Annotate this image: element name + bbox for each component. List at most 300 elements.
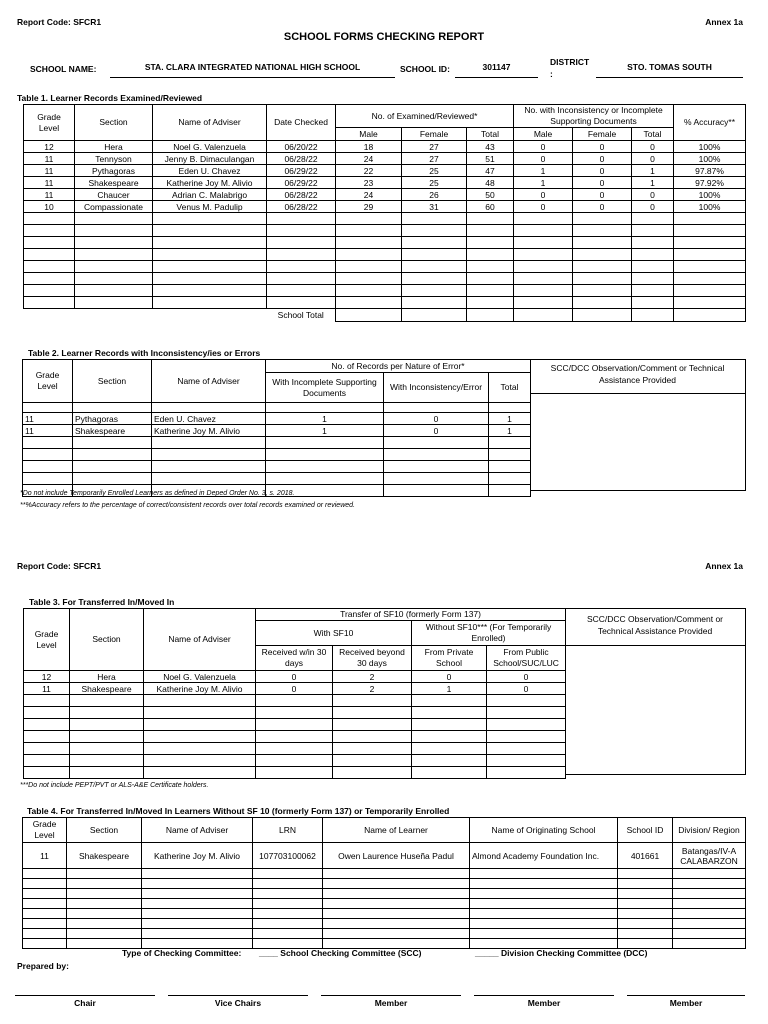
table-cell[interactable] [618,909,673,919]
table-cell[interactable] [467,237,514,249]
empty-row [24,249,746,261]
table-cell[interactable] [67,879,142,889]
table-cell[interactable] [674,225,746,237]
table-cell[interactable] [24,273,75,285]
table-cell: 24 [336,189,402,201]
district-value: STO. TOMAS SOUTH [596,62,743,78]
table-cell[interactable] [573,261,632,273]
table-cell[interactable] [75,237,153,249]
table-cell[interactable] [267,273,336,285]
table-cell[interactable] [412,719,487,731]
t1-header-examined: No. of Examined/Reviewed* [336,105,514,128]
table-cell[interactable] [618,929,673,939]
table-cell[interactable] [153,213,267,225]
table-cell: 27 [402,153,467,165]
t2-observation-box [530,359,746,491]
table-cell: 31 [402,201,467,213]
empty-row [23,919,746,929]
table-cell[interactable] [402,285,467,297]
table-cell[interactable] [487,707,566,719]
table-cell: 100% [674,189,746,201]
table-cell[interactable] [153,297,267,309]
table-cell[interactable] [336,273,402,285]
table-cell[interactable] [253,909,323,919]
table-cell[interactable] [673,909,746,919]
table-cell[interactable] [253,919,323,929]
table-cell[interactable] [487,731,566,743]
table-cell[interactable] [618,869,673,879]
table-cell: 100% [674,141,746,153]
table-cell[interactable] [514,249,573,261]
table-cell[interactable] [142,869,253,879]
table-cell[interactable] [514,213,573,225]
table-cell[interactable] [142,939,253,949]
table4 [22,817,746,949]
table-cell: Adrian C. Malabrigo [153,189,267,201]
table-cell[interactable] [266,461,384,473]
school-id-label: SCHOOL ID: [400,64,450,74]
table-cell[interactable] [75,261,153,273]
table-cell[interactable] [674,273,746,285]
table-cell[interactable] [152,473,266,485]
table-cell[interactable] [514,297,573,309]
table-cell[interactable] [67,919,142,929]
table-cell[interactable] [144,743,256,755]
table-cell[interactable] [402,273,467,285]
table-cell[interactable] [70,719,144,731]
table-cell[interactable] [467,273,514,285]
table-cell[interactable] [489,437,531,449]
table-cell[interactable] [23,899,67,909]
table-cell[interactable] [467,249,514,261]
table-cell[interactable] [70,767,144,779]
table-cell: 0 [632,201,674,213]
table-cell: 1 [489,425,531,437]
table-cell[interactable] [253,889,323,899]
table-cell[interactable] [487,719,566,731]
table-cell[interactable] [23,449,73,461]
t2-header-incomplete: With Incomplete Supporting Documents [266,373,384,403]
table-cell[interactable] [75,273,153,285]
table-cell[interactable] [487,767,566,779]
table-cell[interactable] [144,719,256,731]
table-cell[interactable] [153,237,267,249]
table-cell[interactable] [73,449,152,461]
table-cell[interactable] [674,261,746,273]
table-cell: Shakespeare [75,177,153,189]
table-cell[interactable] [673,939,746,949]
table-cell[interactable] [323,869,470,879]
empty-row [24,755,566,767]
table-cell[interactable] [23,889,67,899]
footnote-3: ***Do not include PEPT/PVT or ALS-A&E Certificate holders. [20,782,209,789]
t3-header-public: From Public School/SUC/LUC [487,646,566,671]
table-cell: 06/28/22 [267,189,336,201]
table-cell[interactable] [470,869,618,879]
table-cell[interactable] [253,929,323,939]
table-cell[interactable] [70,707,144,719]
table-cell[interactable] [384,485,489,497]
table-cell[interactable] [24,285,75,297]
table-cell[interactable] [153,261,267,273]
table-cell: Tennyson [75,153,153,165]
table-row [24,177,746,189]
empty-row [23,449,531,461]
table-cell[interactable] [144,755,256,767]
table-cell[interactable] [267,237,336,249]
table-cell: Chaucer [75,189,153,201]
table-cell[interactable] [514,273,573,285]
table-cell[interactable] [253,879,323,889]
table-cell[interactable] [673,879,746,889]
table-cell[interactable] [470,899,618,909]
table-cell[interactable] [24,695,70,707]
table-cell[interactable] [470,919,618,929]
table-cell[interactable] [153,225,267,237]
table-cell[interactable] [23,919,67,929]
table-cell[interactable] [142,909,253,919]
table-cell[interactable] [573,249,632,261]
table-cell[interactable] [323,939,470,949]
table-cell[interactable] [24,225,75,237]
table-cell[interactable] [618,919,673,929]
table-cell[interactable] [384,449,489,461]
table-cell[interactable] [336,213,402,225]
table-cell: 06/29/22 [267,177,336,189]
empty-row [23,939,746,949]
table-cell[interactable] [384,461,489,473]
table-cell[interactable] [333,707,412,719]
table-cell[interactable] [142,889,253,899]
table-cell: 2 [333,683,412,695]
table-cell[interactable] [514,237,573,249]
table-cell: 18 [336,141,402,153]
table-cell[interactable] [73,437,152,449]
table-cell: 43 [467,141,514,153]
table4-caption: Table 4. For Transferred In/Moved In Learners Without SF 10 (formerly Form 137) or Temporarily Enrolled [27,806,450,816]
table-cell[interactable] [467,261,514,273]
table-cell[interactable] [632,213,674,225]
table-cell[interactable] [489,449,531,461]
t2-header-observation: SCC/DCC Observation/Comment or Technical Assistance Provided [530,360,745,394]
table-cell: 06/29/22 [267,165,336,177]
table-cell[interactable] [336,261,402,273]
table-cell[interactable] [24,297,75,309]
table-cell[interactable] [323,909,470,919]
table-cell[interactable] [267,213,336,225]
table-cell[interactable] [514,261,573,273]
empty-row [24,297,746,309]
table-cell[interactable] [73,461,152,473]
table-cell[interactable] [142,929,253,939]
table-cell[interactable] [487,755,566,767]
committee-dcc-option[interactable]: _____ Division Checking Committee (DCC) [475,948,648,958]
table-cell[interactable] [467,225,514,237]
table-cell[interactable] [333,731,412,743]
table-cell[interactable] [256,743,333,755]
table-cell[interactable] [267,249,336,261]
table-cell: 97.87% [674,165,746,177]
table-cell: Hera [75,141,153,153]
table-cell: 1 [632,165,674,177]
table-cell[interactable] [323,889,470,899]
table-cell[interactable] [673,889,746,899]
table-cell: Noel G. Valenzuela [153,141,267,153]
district-colon: : [550,69,553,79]
table-cell[interactable] [144,731,256,743]
table-cell[interactable] [24,755,70,767]
table-cell[interactable] [24,261,75,273]
table-cell[interactable] [267,297,336,309]
table-cell[interactable] [256,695,333,707]
t1-school-total-label: School Total [267,309,336,322]
table-cell[interactable] [142,899,253,909]
table-cell[interactable] [24,743,70,755]
table-cell[interactable] [256,755,333,767]
table-cell[interactable] [632,297,674,309]
table-cell[interactable] [333,743,412,755]
table-cell[interactable] [573,297,632,309]
table-cell[interactable] [333,755,412,767]
signature-member: Member [627,995,745,1008]
table-cell: Pythagoras [73,413,152,425]
table-cell[interactable] [573,213,632,225]
table-cell[interactable] [514,285,573,297]
table-cell[interactable] [256,719,333,731]
t3-header-with-sf10: With SF10 [256,621,412,646]
table-cell[interactable] [632,261,674,273]
table-cell: 12 [24,141,75,153]
table-cell[interactable] [402,249,467,261]
table-cell[interactable] [67,929,142,939]
table-cell[interactable] [674,237,746,249]
table-cell[interactable] [23,461,73,473]
table-cell[interactable] [632,273,674,285]
empty-row [24,285,746,297]
table-cell[interactable] [23,869,67,879]
table-row [23,843,746,869]
table-cell[interactable] [487,743,566,755]
table-cell[interactable] [24,249,75,261]
table-cell[interactable] [24,719,70,731]
table-cell: 10 [24,201,75,213]
signature-vice-chairs: Vice Chairs [168,995,308,1008]
table-cell[interactable] [70,743,144,755]
table-cell[interactable] [323,879,470,889]
table-cell[interactable] [24,731,70,743]
table-cell[interactable] [412,743,487,755]
table-cell[interactable] [632,249,674,261]
table-cell[interactable] [470,929,618,939]
table-cell[interactable] [256,767,333,779]
table-cell[interactable] [573,273,632,285]
table-cell[interactable] [266,473,384,485]
table-cell[interactable] [23,909,67,919]
table-cell[interactable] [402,261,467,273]
table-cell[interactable] [266,449,384,461]
table-cell[interactable] [67,909,142,919]
table-cell[interactable] [470,889,618,899]
committee-scc-option[interactable]: ____ School Checking Committee (SCC) [259,948,422,958]
table-cell[interactable] [256,731,333,743]
table-cell[interactable] [70,731,144,743]
table-cell[interactable] [514,225,573,237]
table-cell[interactable] [323,919,470,929]
table-cell[interactable] [67,869,142,879]
t2-header-inconsistency: With Inconsistency/Error [384,373,489,403]
table-cell[interactable] [402,225,467,237]
table-cell[interactable] [323,899,470,909]
table-cell[interactable] [674,249,746,261]
t4-header-adviser: Name of Adviser [142,818,253,843]
table-cell[interactable] [674,213,746,225]
table-cell: 0 [632,153,674,165]
table-cell[interactable] [573,237,632,249]
table-cell[interactable] [153,249,267,261]
table-cell[interactable] [266,437,384,449]
t4-header-lrn: LRN [253,818,323,843]
table-cell[interactable] [23,929,67,939]
table-cell[interactable] [384,473,489,485]
table-cell[interactable] [153,273,267,285]
table-cell[interactable] [153,285,267,297]
table-cell[interactable] [336,237,402,249]
table-cell[interactable] [253,869,323,879]
table-cell[interactable] [67,889,142,899]
table-cell[interactable] [336,225,402,237]
table-cell[interactable] [573,225,632,237]
table-cell[interactable] [573,285,632,297]
table-cell[interactable] [467,213,514,225]
table-cell[interactable] [384,437,489,449]
table-cell[interactable] [333,719,412,731]
table-cell[interactable] [673,919,746,929]
table-cell[interactable] [336,249,402,261]
table-cell[interactable] [142,879,253,889]
table-cell[interactable] [75,213,153,225]
table-cell[interactable] [489,473,531,485]
table-cell[interactable] [253,939,323,949]
table-cell[interactable] [144,695,256,707]
table-cell[interactable] [618,879,673,889]
table-cell[interactable] [333,695,412,707]
table-cell[interactable] [24,707,70,719]
table-cell[interactable] [267,285,336,297]
table-cell[interactable] [470,909,618,919]
table-cell[interactable] [144,707,256,719]
table-cell[interactable] [267,225,336,237]
table-cell[interactable] [152,437,266,449]
table-cell[interactable] [412,755,487,767]
table-cell[interactable] [24,767,70,779]
table-cell[interactable] [489,485,531,497]
table-cell[interactable] [67,899,142,909]
table-cell[interactable] [323,929,470,939]
table-row [24,153,746,165]
table-cell[interactable] [23,939,67,949]
table-cell[interactable] [142,919,253,929]
table-cell[interactable] [674,285,746,297]
table-cell[interactable] [632,225,674,237]
table-row [24,165,746,177]
table-cell[interactable] [487,695,566,707]
table-cell[interactable] [673,929,746,939]
table-cell[interactable] [618,889,673,899]
table-cell[interactable] [336,285,402,297]
table-cell[interactable] [412,707,487,719]
table-cell[interactable] [152,461,266,473]
table-cell[interactable] [23,473,73,485]
table-cell[interactable] [75,249,153,261]
table-row [24,189,746,201]
table-cell[interactable] [73,473,152,485]
table-cell[interactable] [673,899,746,909]
table-cell: 107703100062 [253,843,323,869]
table-cell[interactable] [336,297,402,309]
table-cell[interactable] [618,899,673,909]
table-cell[interactable] [152,449,266,461]
committee-type-label: Type of Checking Committee: [122,948,242,958]
table-cell[interactable] [674,297,746,309]
table-cell[interactable] [489,461,531,473]
table-cell[interactable] [256,707,333,719]
table-cell[interactable] [632,285,674,297]
table-cell: Almond Academy Foundation Inc. [470,843,618,869]
empty-row [24,743,566,755]
table-cell[interactable] [673,869,746,879]
table-cell[interactable] [412,695,487,707]
table-cell[interactable] [632,237,674,249]
table-cell[interactable] [412,731,487,743]
table-cell[interactable] [402,213,467,225]
table-cell[interactable] [333,767,412,779]
table-cell[interactable] [23,437,73,449]
table-cell[interactable] [24,237,75,249]
table-cell[interactable] [24,213,75,225]
table-cell[interactable] [470,939,618,949]
table-cell[interactable] [253,899,323,909]
table-cell[interactable] [618,939,673,949]
table-cell: Owen Laurence Huseña Padul [323,843,470,869]
table-cell[interactable] [75,297,153,309]
table-cell[interactable] [75,225,153,237]
table-cell[interactable] [467,285,514,297]
empty-row [24,213,746,225]
table-cell[interactable] [470,879,618,889]
table-cell: 11 [24,189,75,201]
table-row [24,671,566,683]
table-cell[interactable] [467,297,514,309]
empty-row [23,879,746,889]
table-cell: Katherine Joy M. Alivio [142,843,253,869]
table-cell[interactable] [402,297,467,309]
empty-row [23,909,746,919]
table-cell[interactable] [412,767,487,779]
t4-header-section: Section [67,818,142,843]
table-cell[interactable] [67,939,142,949]
table-cell: 0 [384,413,489,425]
table-cell[interactable] [267,261,336,273]
table-cell[interactable] [402,237,467,249]
table-cell[interactable] [70,755,144,767]
table-cell[interactable] [144,767,256,779]
table-cell[interactable] [75,285,153,297]
table-cell[interactable] [70,695,144,707]
table-cell[interactable] [23,879,67,889]
table-cell: 29 [336,201,402,213]
empty-row [23,461,531,473]
t1-header-female: Female [573,128,632,141]
